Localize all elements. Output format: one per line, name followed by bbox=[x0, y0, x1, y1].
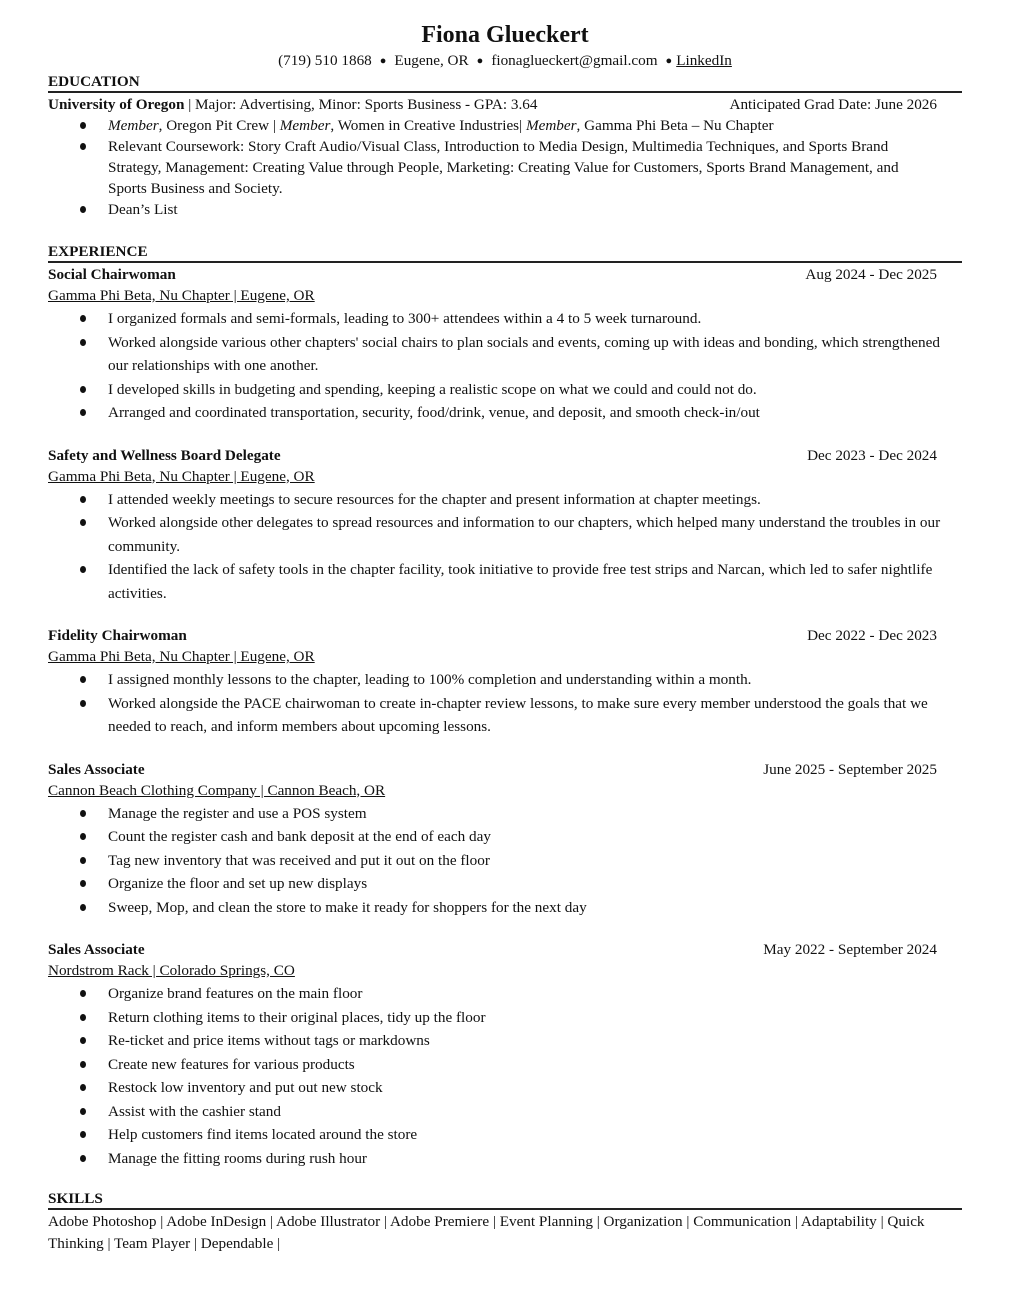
job-entry bbox=[48, 759, 962, 920]
job-bullet: Tag new inventory that was received and put it out on the floor bbox=[108, 849, 962, 873]
memberships-bullet bbox=[108, 115, 962, 136]
education-row bbox=[48, 94, 962, 115]
job-bullet: Manage the fitting rooms during rush hour bbox=[108, 1147, 962, 1171]
job-bullet: Re-ticket and price items without tags or markdowns bbox=[108, 1029, 962, 1053]
job-header bbox=[48, 939, 962, 960]
job-header bbox=[48, 264, 962, 285]
member-label: Member bbox=[108, 117, 159, 134]
job-bullet: Worked alongside various other chapters' social chairs to plan socials and events, coming up with ideas and bonding, which strengthened our relationships with one another. bbox=[108, 331, 962, 378]
job-bullets bbox=[48, 668, 962, 739]
job-bullet: Worked alongside the PACE chairwoman to create in-chapter review lessons, to make sure every member understood the goals that we needed to reach, and inform members about upcoming lessons. bbox=[108, 692, 962, 739]
job-dates: Dec 2022 - Dec 2023 bbox=[807, 627, 937, 644]
job-bullet: Manage the register and use a POS system bbox=[108, 802, 962, 826]
job-entry bbox=[48, 264, 962, 425]
job-bullet: Return clothing items to their original places, tidy up the floor bbox=[108, 1006, 962, 1030]
resume-page bbox=[48, 20, 962, 1254]
coursework-bullet: Relevant Coursework: Story Craft Audio/Visual Class, Introduction to Media Design, Multimedia Techniques, and Sports Brand Strategy, Management: Creating Value through People, Marketing: Creating Value for Customers, Sports Brand Management, and Sports Business and Society. bbox=[108, 136, 962, 199]
job-bullet: Assist with the cashier stand bbox=[108, 1100, 962, 1124]
honors-bullet: Dean’s List bbox=[108, 199, 962, 220]
job-bullet: Count the register cash and bank deposit at the end of each day bbox=[108, 825, 962, 849]
job-organization: Gamma Phi Beta, Nu Chapter | Eugene, OR bbox=[48, 287, 315, 304]
job-dates: June 2025 - September 2025 bbox=[763, 760, 937, 778]
job-bullet: Identified the lack of safety tools in the chapter facility, took initiative to provide free test strips and Narcan, which led to safer nightlife activities. bbox=[108, 558, 962, 605]
job-bullet: Create new features for various products bbox=[108, 1053, 962, 1077]
job-title: Sales Associate bbox=[48, 941, 145, 958]
job-bullet: I assigned monthly lessons to the chapter, leading to 100% completion and understanding within a month. bbox=[108, 668, 962, 692]
membership-text: , Gamma Phi Beta – Nu Chapter bbox=[576, 117, 774, 134]
job-organization: Gamma Phi Beta, Nu Chapter | Eugene, OR bbox=[48, 467, 315, 485]
job-dates: May 2022 - September 2024 bbox=[763, 941, 937, 958]
job-bullet: Restock low inventory and put out new stock bbox=[108, 1076, 962, 1100]
job-organization: Nordstrom Rack | Colorado Springs, CO bbox=[48, 962, 295, 979]
job-entry bbox=[48, 939, 962, 1170]
job-bullets bbox=[48, 802, 962, 920]
job-bullet: Help customers find items located around the store bbox=[108, 1123, 962, 1147]
job-bullet: I developed skills in budgeting and spending, keeping a realistic scope on what we could and could not do. bbox=[108, 378, 962, 402]
job-entry bbox=[48, 625, 962, 739]
job-bullet: I organized formals and semi-formals, leading to 300+ attendees within a 4 to 5 week turnaround. bbox=[108, 307, 962, 331]
separator: ● bbox=[476, 55, 484, 67]
education-bullets bbox=[48, 115, 962, 220]
location: Eugene, OR bbox=[394, 52, 469, 69]
degree-details: | Major: Advertising, Minor: Sports Business - GPA: 3.64 bbox=[184, 96, 538, 113]
job-bullet: Arranged and coordinated transportation, security, food/drink, venue, and deposit, and smooth check-in/out bbox=[108, 401, 962, 425]
membership-text: , Oregon Pit Crew | bbox=[158, 117, 280, 134]
job-bullet: Organize brand features on the main floor bbox=[108, 982, 962, 1006]
job-bullets bbox=[48, 307, 962, 425]
job-dates: Dec 2023 - Dec 2024 bbox=[807, 446, 937, 464]
job-entry bbox=[48, 445, 962, 606]
member-label: Member bbox=[279, 117, 331, 134]
job-organization: Cannon Beach Clothing Company | Cannon Beach, OR bbox=[48, 781, 386, 799]
school-name: University of Oregon bbox=[48, 96, 185, 113]
separator: ● bbox=[379, 55, 387, 67]
experience-list bbox=[48, 264, 962, 1170]
job-dates: Aug 2024 - Dec 2025 bbox=[805, 266, 937, 283]
job-title: Fidelity Chairwoman bbox=[48, 627, 187, 644]
job-bullets bbox=[48, 982, 962, 1170]
candidate-name: Fiona Glueckert bbox=[421, 22, 589, 48]
linkedin-link[interactable]: LinkedIn bbox=[676, 52, 732, 69]
membership-text: , Women in Creative Industries| bbox=[330, 117, 526, 134]
member-label: Member bbox=[525, 117, 577, 134]
contact-line bbox=[48, 51, 962, 71]
job-title: Safety and Wellness Board Delegate bbox=[48, 446, 281, 464]
job-header bbox=[48, 445, 962, 466]
skills-heading: SKILLS bbox=[48, 1189, 962, 1210]
grad-date: Anticipated Grad Date: June 2026 bbox=[729, 96, 937, 113]
phone: (719) 510 1868 bbox=[278, 52, 372, 69]
job-bullet: I attended weekly meetings to secure resources for the chapter and present information at chapter meetings. bbox=[108, 488, 962, 512]
separator: ● bbox=[665, 55, 673, 67]
education-school-line bbox=[48, 94, 537, 115]
job-bullet: Worked alongside other delegates to spread resources and information to our chapters, which helped many understand the troubles in our community. bbox=[108, 511, 962, 558]
job-bullet: Organize the floor and set up new displays bbox=[108, 872, 962, 896]
education-heading: EDUCATION bbox=[48, 72, 962, 93]
skills-list: Adobe Photoshop | Adobe InDesign | Adobe Illustrator | Adobe Premiere | Event Planning | Organization | Communication | Adaptability | Quick Thinking | Team Player | Dependable | bbox=[48, 1213, 925, 1252]
job-header bbox=[48, 625, 962, 646]
job-header bbox=[48, 759, 962, 780]
email[interactable]: fionaglueckert@gmail.com bbox=[491, 52, 658, 69]
job-title: Sales Associate bbox=[48, 760, 145, 778]
job-bullets bbox=[48, 488, 962, 606]
job-bullet: Sweep, Mop, and clean the store to make it ready for shoppers for the next day bbox=[108, 896, 962, 920]
experience-heading: EXPERIENCE bbox=[48, 242, 962, 263]
job-organization: Gamma Phi Beta, Nu Chapter | Eugene, OR bbox=[48, 648, 315, 665]
job-title: Social Chairwoman bbox=[48, 266, 176, 283]
